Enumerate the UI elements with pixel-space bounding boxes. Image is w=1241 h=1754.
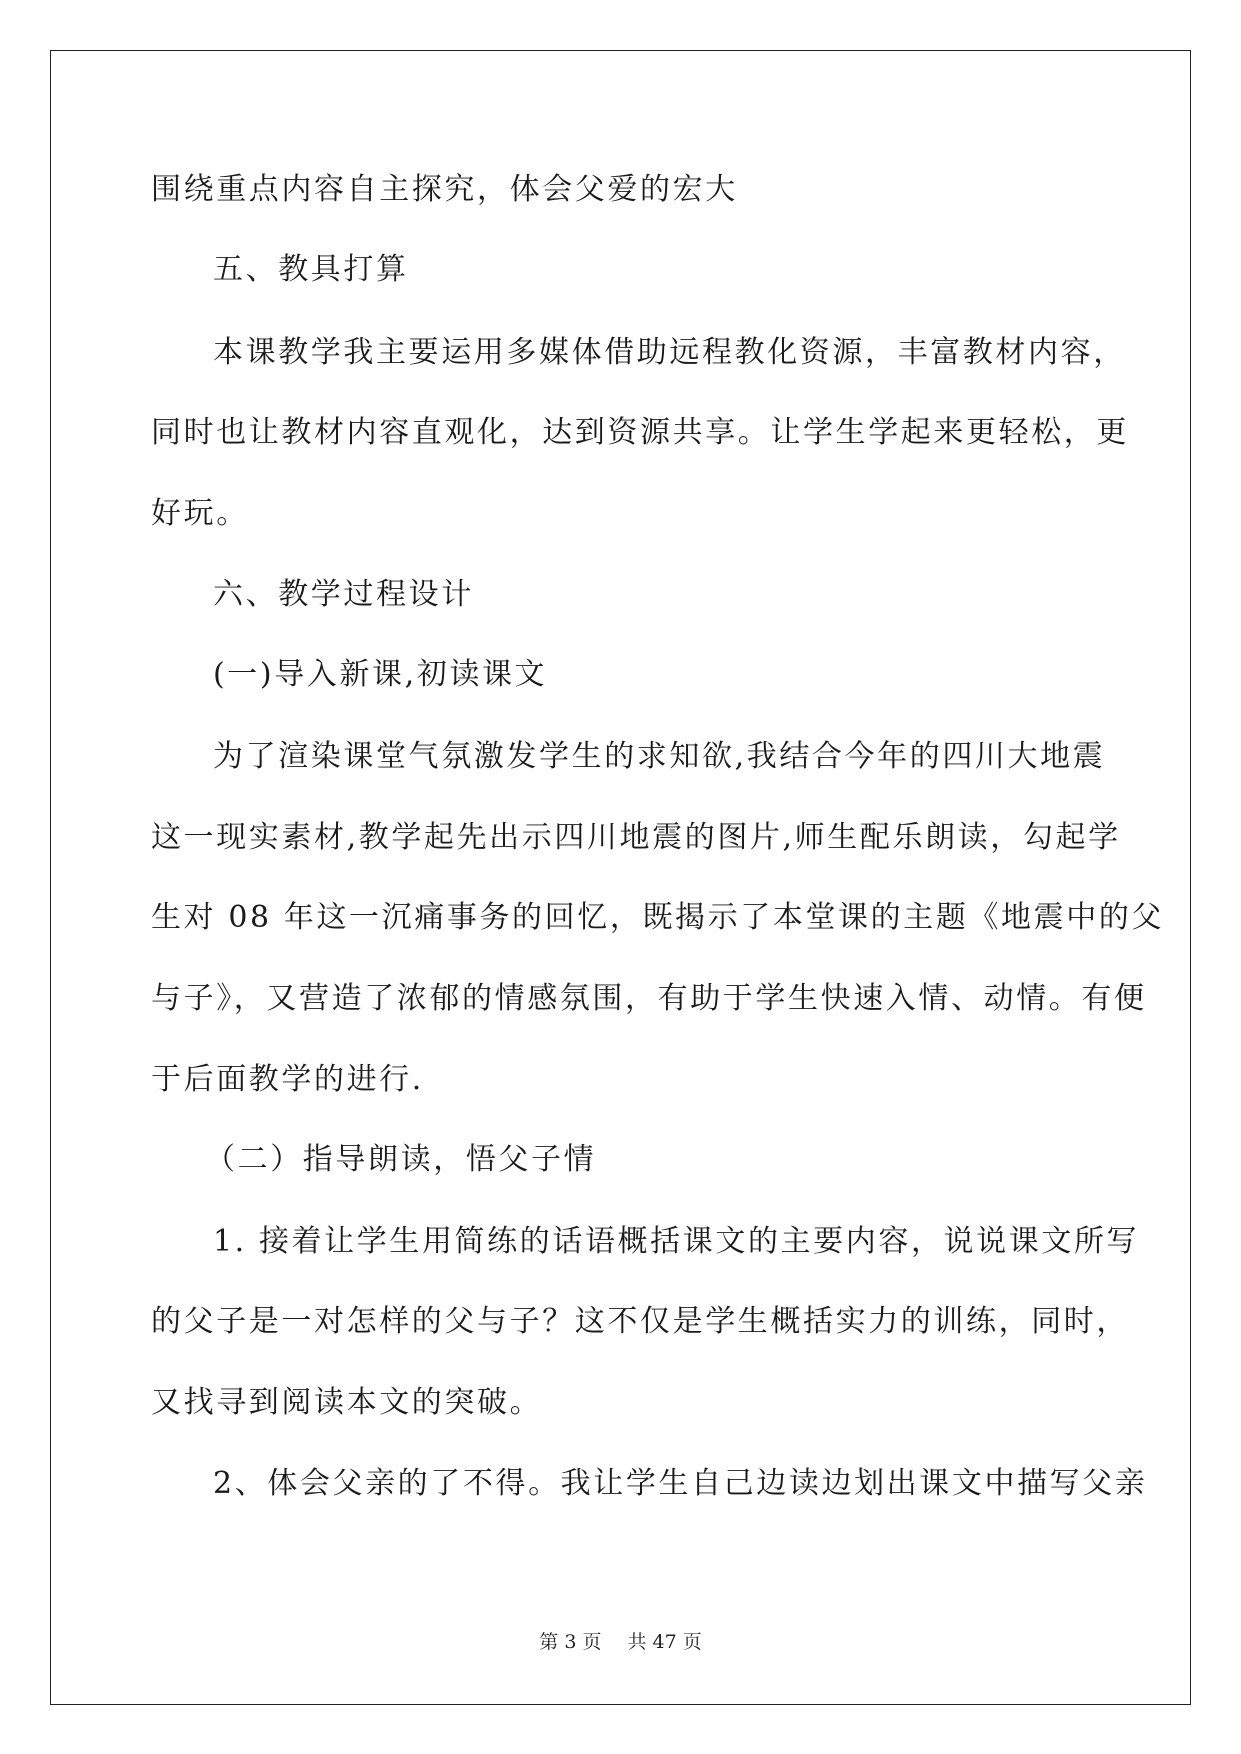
page-footer xyxy=(0,1630,1241,1654)
section-heading: 五、教具打算 xyxy=(213,252,409,287)
text-line: 本课教学我主要运用多媒体借助远程教化资源，丰富教材内容， xyxy=(213,335,1126,370)
text-line: 2、体会父亲的了不得。我让学生自己边读边划出课文中描写父亲 xyxy=(213,1466,1148,1501)
subsection-heading: （二）指导朗读，悟父子情 xyxy=(205,1142,597,1177)
page-number: 第 3 页 xyxy=(539,1631,602,1653)
text-line: 好玩。 xyxy=(151,496,249,531)
text-line: 生对 08 年这一沉痛事务的回忆，既揭示了本堂课的主题《地震中的父 xyxy=(151,900,1165,935)
text-line: 这一现实素材,教学起先出示四川地震的图片,师生配乐朗读，勾起学 xyxy=(151,820,1121,855)
subsection-heading: (一)导入新课,初读课文 xyxy=(213,657,548,692)
text-line: 围绕重点内容自主探究，体会父爱的宏大 xyxy=(151,172,738,207)
text-line: 为了渲染课堂气氛激发学生的求知欲,我结合今年的四川大地震 xyxy=(213,739,1106,774)
text-line: 与子》，又营造了浓郁的情感氛围，有助于学生快速入情、动情。有便 xyxy=(151,981,1147,1016)
text-line: 同时也让教材内容直观化，达到资源共享。让学生学起来更轻松，更 xyxy=(151,415,1129,450)
page-total: 共 47 页 xyxy=(627,1631,702,1653)
text-line: 于后面教学的进行. xyxy=(151,1062,424,1097)
text-line: 又找寻到阅读本文的突破。 xyxy=(151,1385,543,1420)
text-line: 1. 接着让学生用简练的话语概括课文的主要内容，说说课文所写 xyxy=(213,1224,1140,1259)
text-line: 的父子是一对怎样的父与子？这不仅是学生概括实力的训练，同时， xyxy=(151,1304,1129,1339)
page-border xyxy=(50,50,1191,1705)
section-heading: 六、教学过程设计 xyxy=(213,577,474,612)
